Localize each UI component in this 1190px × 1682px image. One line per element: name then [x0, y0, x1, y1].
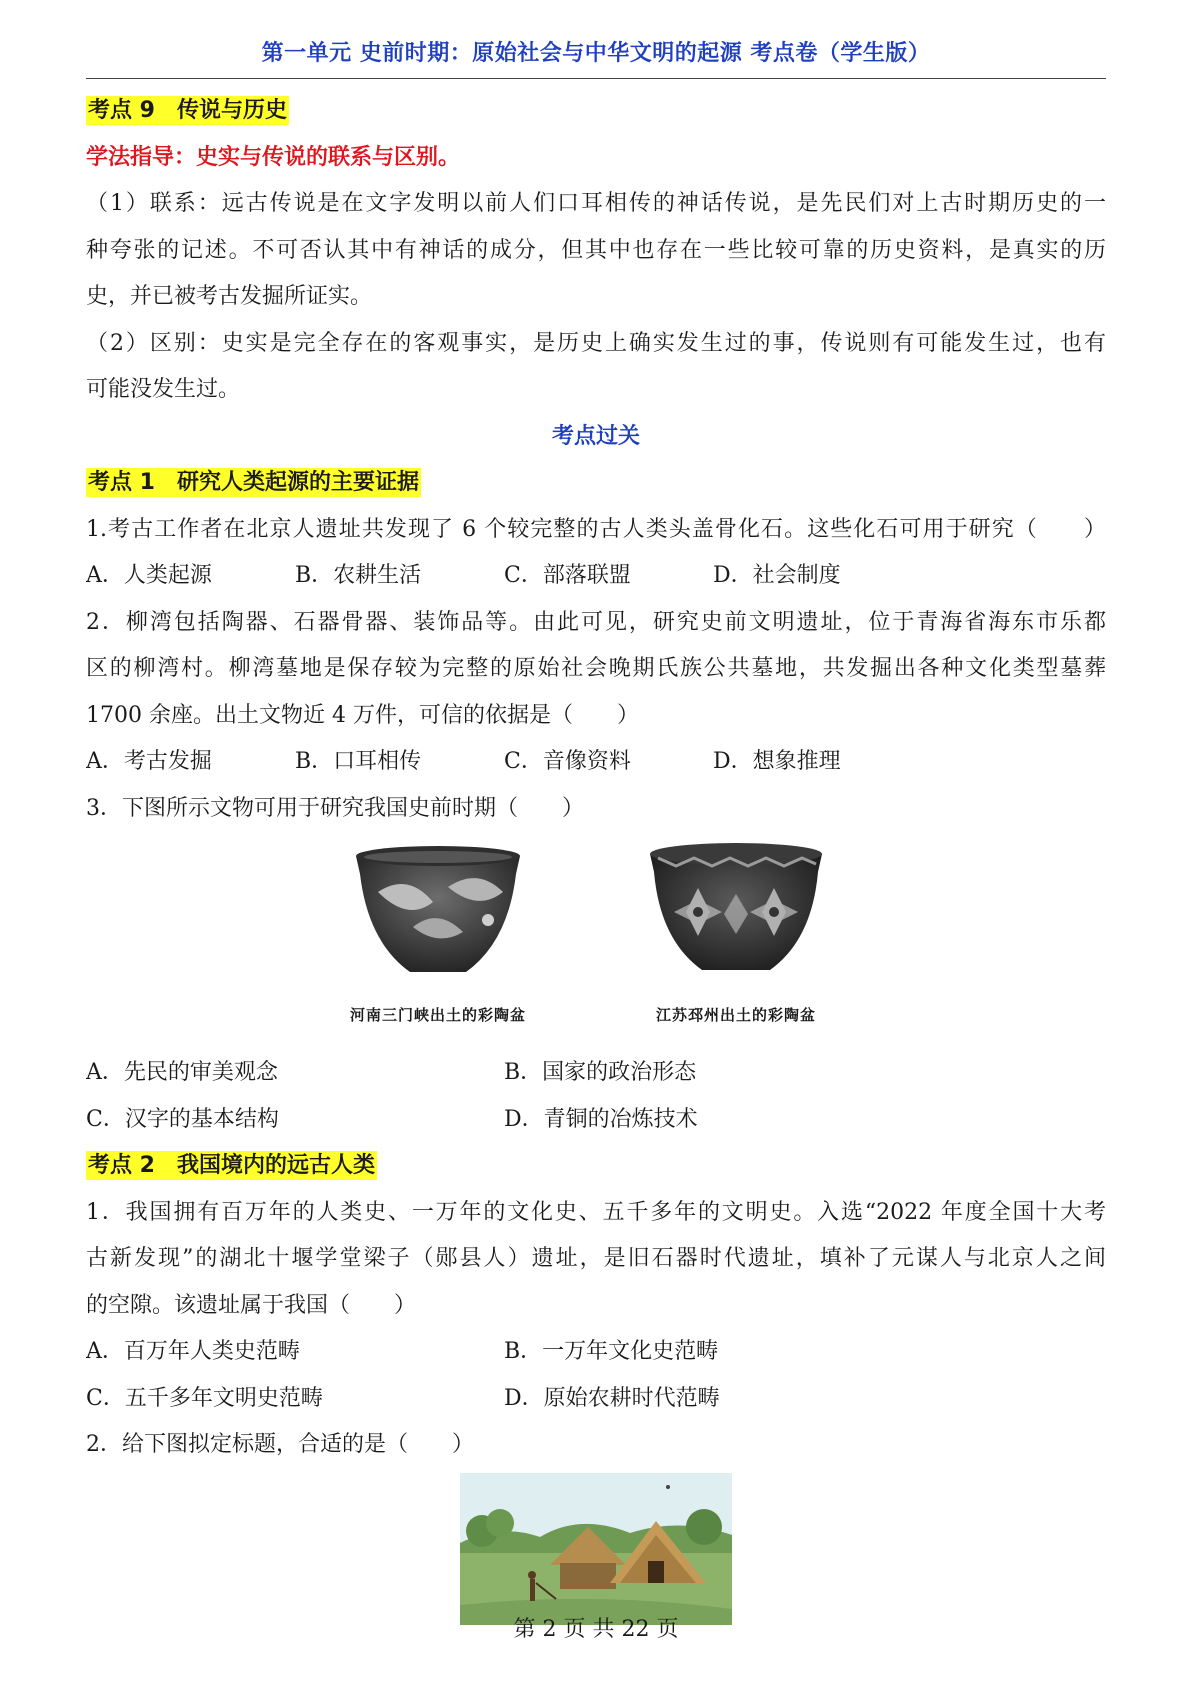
village-figure — [86, 1469, 1106, 1625]
kd1-q1: 1.考古工作者在北京人遗址共发现了 6 个较完整的古人类头盖骨化石。这些化石可用于研究（ ） — [86, 516, 1106, 542]
kd9-title: 考点 9 传说与历史 — [88, 98, 287, 123]
section-title: 考点过关 — [551, 423, 640, 449]
kd9-p2-line1: （2）区别：史实是完全存在的客观事实，是历史上确实发生过的事，传说则有可能发生过，也有 — [86, 330, 1106, 356]
kd9-p1-line1: （1）联系：远古传说是在文字发明以前人们口耳相传的神话传说，是先民们对上古时期历史的一 — [86, 191, 1106, 216]
kd1-q3: 3．下图所示文物可用于研究我国史前时期（ ） — [86, 795, 584, 821]
option-b: B．农耕生活 — [295, 563, 422, 588]
option-d: D．社会制度 — [713, 563, 841, 588]
pottery-bowl-2 — [616, 832, 856, 1025]
kd1-q2-options — [86, 739, 1106, 786]
page-header-title: 第一单元 史前时期：原始社会与中华文明的起源 考点卷（学生版） — [261, 41, 931, 66]
kd2-q1-line1: 1．我国拥有百万年的人类史、一万年的文化史、五千多年的文明史。入选“2022 年度全国十大考 — [86, 1199, 1106, 1225]
kd9-guide: 学法指导：史实与传说的联系与区别。 — [86, 144, 461, 170]
pottery-figure — [86, 832, 1106, 1050]
option-d: D．青铜的冶炼技术 — [504, 1106, 698, 1132]
kd1-q2-line1: 2．柳湾包括陶器、石器骨器、装饰品等。由此可见，研究史前文明遗址，位于青海省海东市乐都 — [86, 609, 1106, 635]
kd2-q1-line2: 古新发现”的湖北十堰学堂梁子（郧县人）遗址，是旧石器时代遗址，填补了元谋人与北京人之间 — [86, 1246, 1106, 1271]
page-number: 第 2 页 共 22 页 — [513, 1617, 679, 1642]
header-divider — [86, 78, 1106, 79]
kd1-q3-options-row1 — [86, 1050, 1106, 1097]
kd1-q2-line2: 区的柳湾村。柳湾墓地是保存较为完整的原始社会晚期氏族公共墓地，共发掘出各种文化类型墓葬 — [86, 656, 1106, 681]
option-b: B．一万年文化史范畴 — [504, 1339, 719, 1364]
kd2-q1-line3: 的空隙。该遗址属于我国（ ） — [86, 1292, 417, 1318]
option-a: A．考古发掘 — [86, 749, 212, 774]
pottery-bowl-1-image — [338, 832, 538, 992]
kd1-q1-options — [86, 553, 1106, 600]
kd2-q2: 2．给下图拟定标题，合适的是（ ） — [86, 1432, 474, 1457]
kd1-title: 考点 1 研究人类起源的主要证据 — [88, 470, 419, 495]
option-a: A．人类起源 — [86, 563, 212, 588]
pottery-caption-1: 河南三门峡出土的彩陶盆 — [349, 1006, 526, 1024]
option-b: B．国家的政治形态 — [504, 1060, 697, 1085]
kd2-title: 考点 2 我国境内的远古人类 — [88, 1153, 375, 1178]
pottery-bowl-1 — [318, 832, 558, 1025]
kd1-q2-line3: 1700 余座。出土文物近 4 万件，可信的依据是（ ） — [86, 702, 639, 728]
kd9-p1-line3: 史，并已被考古发掘所证实。 — [86, 284, 373, 309]
option-b: B．口耳相传 — [295, 749, 422, 774]
kd9-p2-line2: 可能没发生过。 — [86, 377, 241, 402]
kd2-q1-options-row1 — [86, 1329, 1106, 1376]
option-c: C．部落联盟 — [504, 563, 631, 588]
kd1-q3-options-row2 — [86, 1097, 1106, 1144]
pottery-bowl-2-image — [636, 832, 836, 992]
option-d: D．想象推理 — [713, 749, 841, 774]
option-c: C．汉字的基本结构 — [86, 1106, 279, 1132]
kd9-p1-line2: 种夸张的记述。不可否认其中有神话的成分，但其中也存在一些比较可靠的历史资料，是真实的历 — [86, 237, 1106, 263]
kd2-q1-options-row2 — [86, 1376, 1106, 1423]
content — [86, 88, 1106, 1625]
option-a: A．百万年人类史范畴 — [86, 1339, 300, 1364]
village-illustration-image — [460, 1473, 732, 1625]
option-c: C．音像资料 — [504, 749, 631, 774]
option-d: D．原始农耕时代范畴 — [504, 1385, 720, 1411]
page — [86, 0, 1106, 1682]
option-a: A．先民的审美观念 — [86, 1060, 278, 1085]
option-c: C．五千多年文明史范畴 — [86, 1385, 323, 1411]
pottery-caption-2: 江苏邳州出土的彩陶盆 — [655, 1006, 816, 1024]
